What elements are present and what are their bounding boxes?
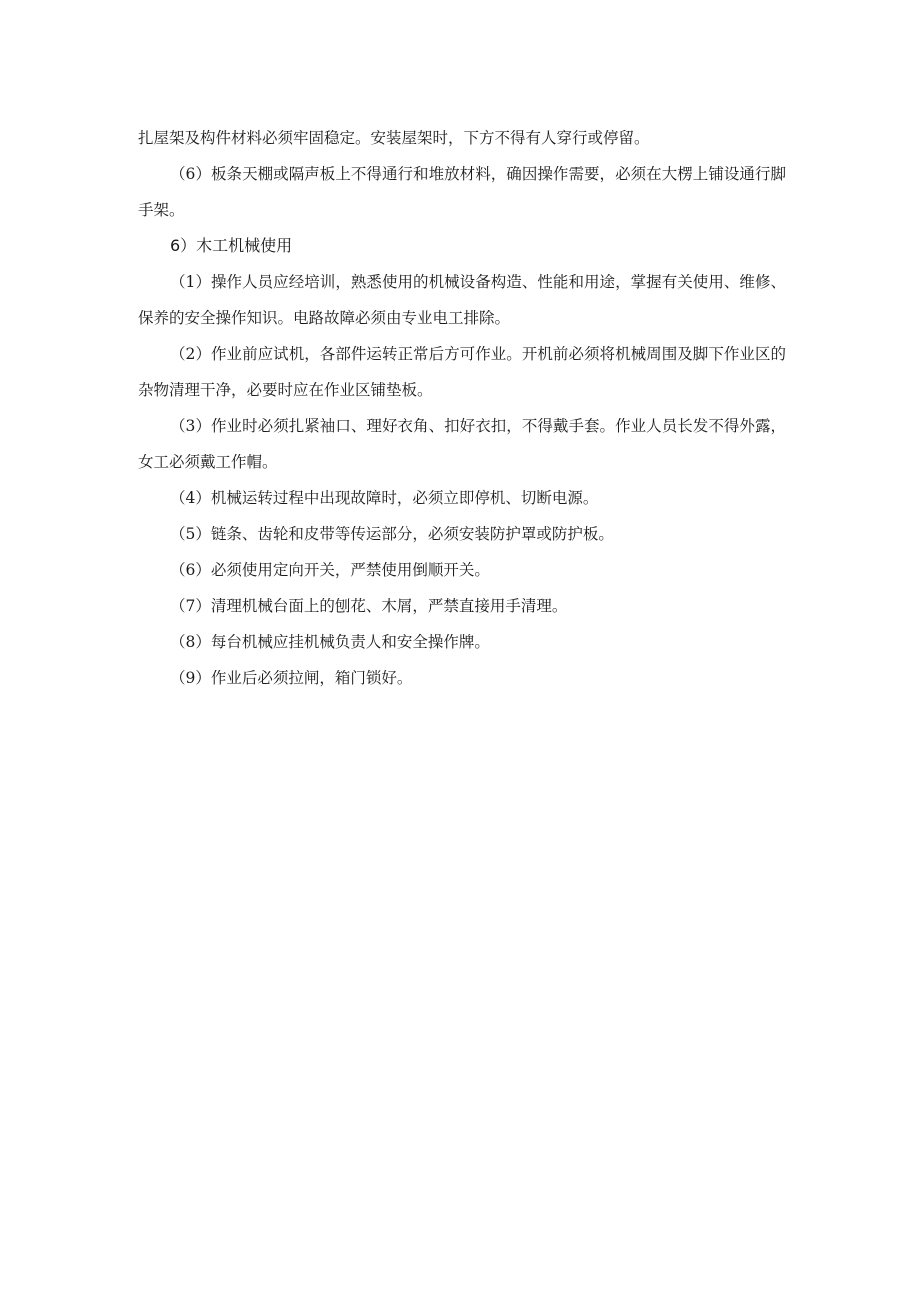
list-item: （3）作业时必须扎紧袖口、理好衣角、扣好衣扣，不得戴手套。作业人员长发不得外露，女工必须戴工作帽。: [138, 417, 786, 471]
paragraph-ceiling-rule: （6）板条天棚或隔声板上不得通行和堆放材料，确因操作需要，必须在大楞上铺设通行脚手架。: [138, 165, 786, 219]
list-item: （5）链条、齿轮和皮带等传运部分，必须安装防护罩或防护板。: [170, 525, 614, 543]
list-item: （1）操作人员应经培训，熟悉使用的机械设备构造、性能和用途，掌握有关使用、维修、保养的安全操作知识。电路故障必须由专业电工排除。: [138, 273, 786, 327]
list-item: （9）作业后必须拉闸，箱门锁好。: [170, 669, 413, 687]
list-item: （4）机械运转过程中出现故障时，必须立即停机、切断电源。: [170, 489, 599, 507]
list-item: （2）作业前应试机，各部件运转正常后方可作业。开机前必须将机械周围及脚下作业区的杂物清理干净，必要时应在作业区铺垫板。: [138, 345, 786, 399]
document-body: [138, 120, 786, 696]
list-item: （7）清理机械台面上的刨花、木屑，严禁直接用手清理。: [170, 597, 568, 615]
list-item: （6）必须使用定向开关，严禁使用倒顺开关。: [170, 561, 490, 579]
list-item: （8）每台机械应挂机械负责人和安全操作牌。: [170, 633, 490, 651]
section-heading: 6）木工机械使用: [170, 236, 293, 255]
paragraph-continuation: 扎屋架及构件材料必须牢固稳定。安装屋架时，下方不得有人穿行或停留。: [138, 129, 650, 147]
